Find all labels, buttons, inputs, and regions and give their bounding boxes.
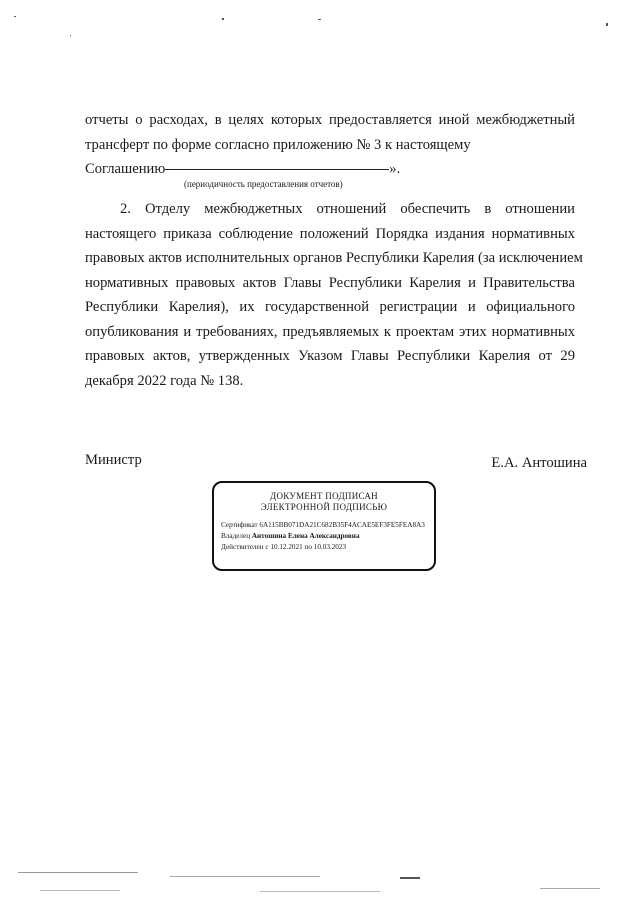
paragraph2-line3: правовых актов исполнительных органов Республики Карелия (за исключением [85, 250, 583, 266]
paragraph2-line7: правовых актов, утвержденных Указом Главы Республики Карелия от 29 [85, 348, 575, 364]
stamp-validity [221, 543, 346, 552]
paragraph2-line2: настоящего приказа соблюдение положений Порядка издания нормативных [85, 226, 575, 242]
scan-speck [14, 16, 16, 17]
stamp-valid-to-label: по [304, 543, 312, 551]
scan-speck [260, 891, 380, 892]
scan-speck [318, 19, 321, 20]
electronic-signature-stamp [212, 481, 436, 571]
stamp-title-line1: ДОКУМЕНТ ПОДПИСАН [270, 491, 378, 501]
stamp-certificate-value: 6A115BB071DA21C682B35F4ACAE5EF3FE5FEA8A3 [259, 521, 425, 529]
stamp-owner-value: Антошина Елена Александровна [251, 532, 360, 540]
stamp-valid-label: Действителен с [221, 543, 269, 551]
scan-speck [222, 18, 224, 20]
paragraph1-line1: отчеты о расходах, в целях которых предоставляется иной межбюджетный [85, 112, 575, 128]
paragraph1-line2: трансферт по форме согласно приложению № 3 к настоящему [85, 137, 471, 153]
paragraph1-line3-end: ». [389, 161, 401, 177]
paragraph1-line3-start: Соглашению [85, 161, 166, 177]
stamp-title-line2: ЭЛЕКТРОННОЙ ПОДПИСЬЮ [260, 502, 388, 512]
scan-speck [40, 890, 120, 891]
paragraph2-line5: Республики Карелия), их государственной регистрации и официального [85, 299, 575, 315]
signatory-name: Е.А. Антошина [491, 455, 587, 471]
scan-speck [18, 872, 138, 873]
paragraph2-line8: декабря 2022 года № 138. [85, 373, 244, 389]
stamp-owner-label: Владелец [221, 532, 251, 540]
signatory-role: Министр [85, 452, 142, 468]
scan-speck [170, 876, 320, 877]
paragraph2-line6: опубликования и требованиях, предъявляемых к проектам этих нормативных [85, 324, 575, 340]
stamp-certificate-label: Сертификат [221, 521, 258, 529]
stamp-certificate [221, 521, 425, 530]
blank-caption: (периодичность предоставления отчетов) [184, 179, 343, 189]
paragraph2-line1: 2. Отделу межбюджетных отношений обеспечить в отношении [120, 201, 575, 217]
paragraph1-line3 [85, 161, 575, 178]
stamp-valid-to: 10.03.2023 [313, 543, 347, 551]
scan-speck [70, 35, 71, 36]
scan-speck [400, 877, 420, 879]
stamp-valid-from: 10.12.2021 [270, 543, 303, 551]
stamp-owner [221, 532, 360, 541]
scan-speck [606, 23, 608, 26]
scan-speck [540, 888, 600, 889]
fill-in-blank-line [165, 168, 389, 170]
paragraph2-line4: нормативных правовых актов Главы Республики Карелия и Правительства [85, 275, 575, 291]
